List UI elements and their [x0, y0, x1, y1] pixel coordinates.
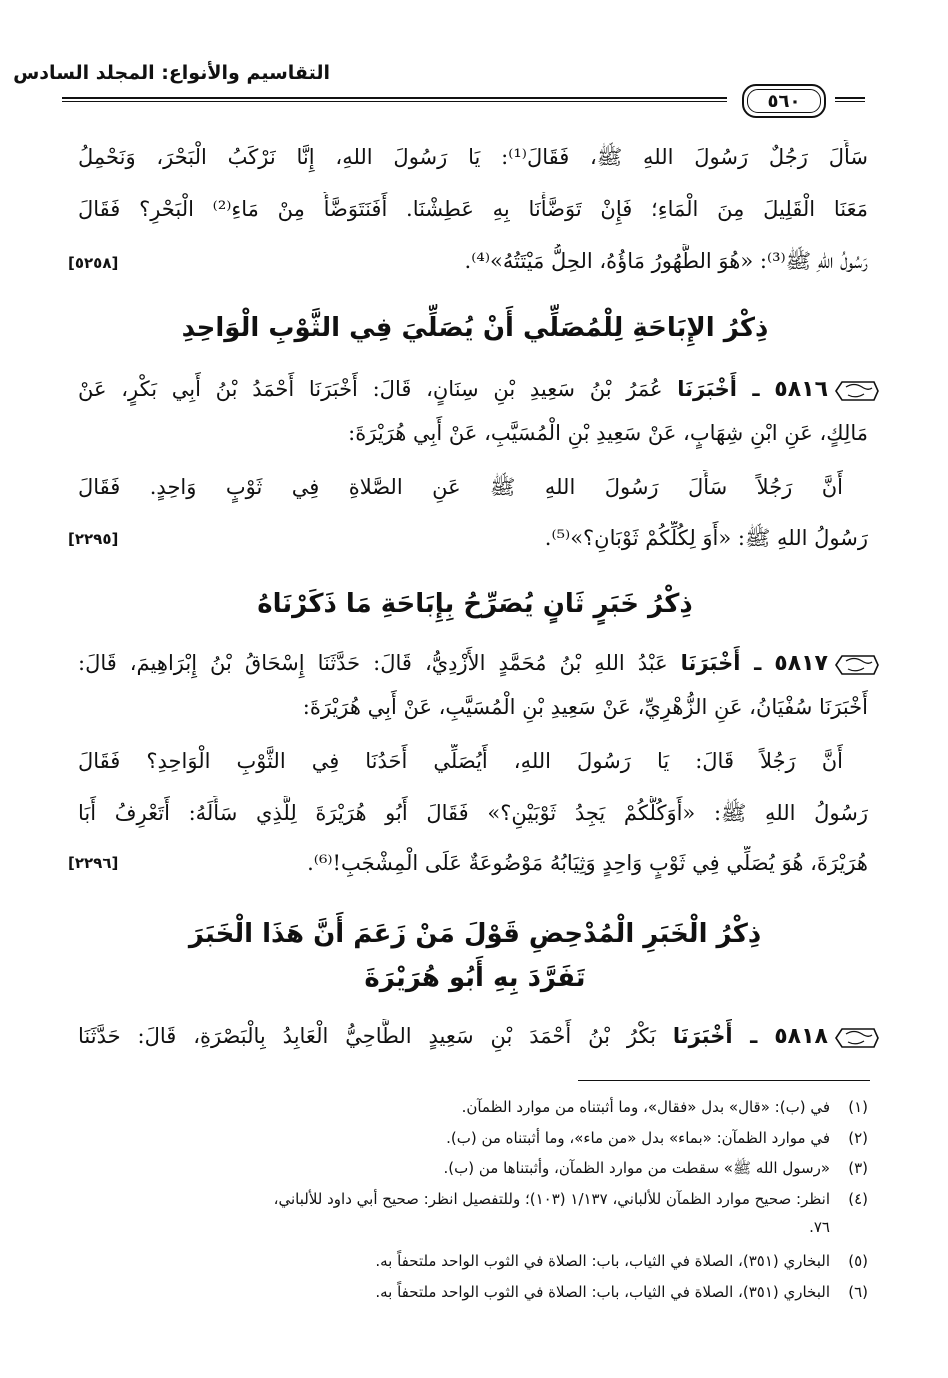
isnad-text: عُمَرُ بْنُ سَعِيدِ بْنِ سِنَانٍ، قَالَ: أَخْبَرَنَا أَحْمَدُ بْنُ أَبِي بَكْرٍ، عَنْ [78, 377, 663, 401]
footnote-number: (٣) [848, 1159, 868, 1177]
footnote [68, 1279, 868, 1305]
isnad-text: عَبْدُ اللهِ بْنُ مُحَمَّدٍ الأَزْدِيُّ، قَالَ: حَدَّثَنَا إِسْحَاقُ بْنُ إِبْرَاهِيمَ، قَالَ: [78, 651, 668, 675]
hadith-number: ٥٨١٧ [774, 651, 828, 676]
footnote-separator [578, 1080, 870, 1081]
footnote-text: في موارد الظمآن: «بماء» بدل «من ماء»، وما أثبتناه من (ب). [446, 1129, 830, 1147]
footnote-text: انظر: صحيح موارد الظمآن للألباني، ١/١٣٧ (١٠٣)؛ وللتفصيل انظر: صحيح أبي داود للألباني، [273, 1190, 830, 1208]
footnote [68, 1248, 868, 1274]
matn-line: أَنَّ رَجُلاً قَالَ: يَا رَسُولَ اللهِ، أَيُصَلِّي أَحَدُنَا فِي الثَّوْبِ الْوَاحِدِ؟ فَقَالَ [78, 749, 843, 773]
header-rule [62, 97, 727, 99]
matn-line: هُرَيْرَةَ، هُوَ يُصَلِّي فِي ثَوْبٍ وَاحِدٍ وَثِيَابُهُ مَوْضُوعَةٌ عَلَى الْمِشْجَبِ!⁽⁶⁾. [307, 851, 868, 875]
hadith-lead: أَخْبَرَنَا [672, 1024, 733, 1048]
footnote-number: (١) [848, 1098, 868, 1116]
footnote [68, 1186, 868, 1212]
section-heading: ذِكْرُ الإِبَاحَةِ لِلْمُصَلِّي أَنْ يُصَلِّيَ فِي الثَّوْبِ الْوَاحِدِ [181, 313, 769, 343]
header-rule [835, 101, 865, 102]
running-title: التقاسيم والأنواع: المجلد السادس [13, 62, 330, 84]
reference-number: [٢٢٩٥] [68, 530, 119, 548]
reference-number: [٢٢٩٦] [68, 854, 119, 872]
matn-line: رَسُولُ اللهِ ﷺ: «أَوَكُلُّكُمْ يَجِدُ ثَوْبَيْنِ؟» فَقَالَ أَبُو هُرَيْرَةَ لِلَّذِي سَأَلَهُ: أَتَعْرِفُ أَبَا [78, 801, 868, 825]
footnote-number: (٦) [848, 1283, 868, 1301]
header-rule [62, 101, 727, 102]
text-line: مَعَنَا الْقَلِيلَ مِنَ الْمَاءِ؛ فَإِنْ تَوَضَّأْنَا بِهِ عَطِشْنَا. أَفَنَتَوَضَّأُ مِنْ مَاءِ⁽²⁾ الْبَحْرِ؟ فَقَالَ [78, 197, 868, 221]
footnote-number: (٤) [848, 1190, 868, 1208]
footnote [68, 1094, 868, 1120]
footnote-number: (٥) [848, 1252, 868, 1270]
hadith-lead: أَخْبَرَنَا [680, 651, 741, 675]
text-line: رَسُولُ اللهِ ﷺ⁽³⁾: «هُوَ الطَّهُورُ مَاؤُهُ، الحِلُّ مَيْتَتُهُ»⁽⁴⁾. [464, 249, 868, 273]
header-rule [835, 97, 865, 99]
footnote-text: البخاري (٣٥١)، الصلاة في الثياب، باب: الصلاة في الثوب الواحد ملتحفاً به. [375, 1283, 830, 1301]
hadith-number: ٥٨١٨ [774, 1024, 828, 1049]
hadith-lead: أَخْبَرَنَا [677, 377, 737, 401]
hadith-ornament-icon [834, 652, 880, 678]
reference-number: [٥٢٥٨] [68, 254, 119, 272]
isnad-line: ٥٨١٧ ـ أَخْبَرَنَا عَبْدُ اللهِ بْنُ مُحَمَّدٍ الأَزْدِيُّ، قَالَ: حَدَّثَنَا إِسْحَاقُ بْنُ إِبْرَاهِيمَ، قَالَ: [78, 651, 828, 676]
footnote-text: في (ب): «قال» بدل «فقال»، وما أثبتناه من موارد الظمآن. [461, 1098, 830, 1116]
isnad-line: ٥٨١٦ ـ أَخْبَرَنَا عُمَرُ بْنُ سَعِيدِ بْنِ سِنَانٍ، قَالَ: أَخْبَرَنَا أَحْمَدُ بْنُ أَبِي بَكْرٍ، عَنْ [78, 377, 828, 402]
hadith-ornament-icon [834, 1025, 880, 1051]
isnad-line: ٥٨١٨ ـ أَخْبَرَنَا بَكْرُ بْنُ أَحْمَدَ بْنِ سَعِيدٍ الطَّاحِيُّ الْعَابِدُ بِالْبَصْرَةِ، قَالَ: حَدَّثَنَا [78, 1024, 828, 1049]
text-line: سَأَلَ رَجُلٌ رَسُولَ اللهِ ﷺ، فَقَالَ⁽¹⁾: يَا رَسُولَ اللهِ، إِنَّا نَرْكَبُ الْبَحْرَ، وَنَحْمِلُ [78, 145, 868, 169]
matn-line: رَسُولُ اللهِ ﷺ: «أَوَ لِكُلِّكُمْ ثَوْبَانِ؟»⁽⁵⁾. [544, 526, 868, 550]
section-heading: ذِكْرُ الْخَبَرِ الْمُدْحِضِ قَوْلَ مَنْ زَعَمَ أَنَّ هَذَا الْخَبَرَ [188, 919, 762, 949]
isnad-text: بَكْرُ بْنُ أَحْمَدَ بْنِ سَعِيدٍ الطَّاحِيُّ الْعَابِدُ بِالْبَصْرَةِ، قَالَ: حَدَّثَنَا [78, 1024, 656, 1048]
hadith-number: ٥٨١٦ [774, 377, 828, 402]
footnote-text: «رسول الله ﷺ» سقطت من موارد الظمآن، وأثبتناها من (ب). [443, 1159, 830, 1177]
footnote-number: (٢) [848, 1129, 868, 1147]
hadith-ornament-icon [834, 378, 880, 404]
footnote [68, 1155, 868, 1181]
page-number: ٥٦٠ [747, 89, 821, 113]
footnote-text: البخاري (٣٥١)، الصلاة في الثياب، باب: الصلاة في الثوب الواحد ملتحفاً به. [375, 1252, 830, 1270]
section-heading: ذِكْرُ خَبَرٍ ثَانٍ يُصَرِّحُ بِإِبَاحَةِ مَا ذَكَرْنَاهُ [257, 589, 693, 619]
isnad-line: مَالِكٍ، عَنِ ابْنِ شِهَابٍ، عَنْ سَعِيدِ بْنِ الْمُسَيَّبِ، عَنْ أَبِي هُرَيْرَةَ: [348, 421, 868, 445]
footnote-text: ٧٦. [809, 1218, 830, 1236]
footnote [68, 1125, 868, 1151]
matn-line: أَنَّ رَجُلاً سَأَلَ رَسُولَ اللهِ ﷺ عَنِ الصَّلاةِ فِي ثَوْبٍ وَاحِدٍ. فَقَالَ [78, 475, 843, 499]
section-heading: تَفَرَّدَ بِهِ أَبُو هُرَيْرَةَ [364, 963, 586, 993]
isnad-line: أَخْبَرَنَا سُفْيَانُ، عَنِ الزُّهْرِيِّ، عَنْ سَعِيدِ بْنِ الْمُسَيَّبِ، عَنْ أَبِي هُرَيْرَةَ: [302, 695, 868, 719]
page-number-frame [742, 84, 826, 118]
footnote-continuation [68, 1214, 868, 1240]
